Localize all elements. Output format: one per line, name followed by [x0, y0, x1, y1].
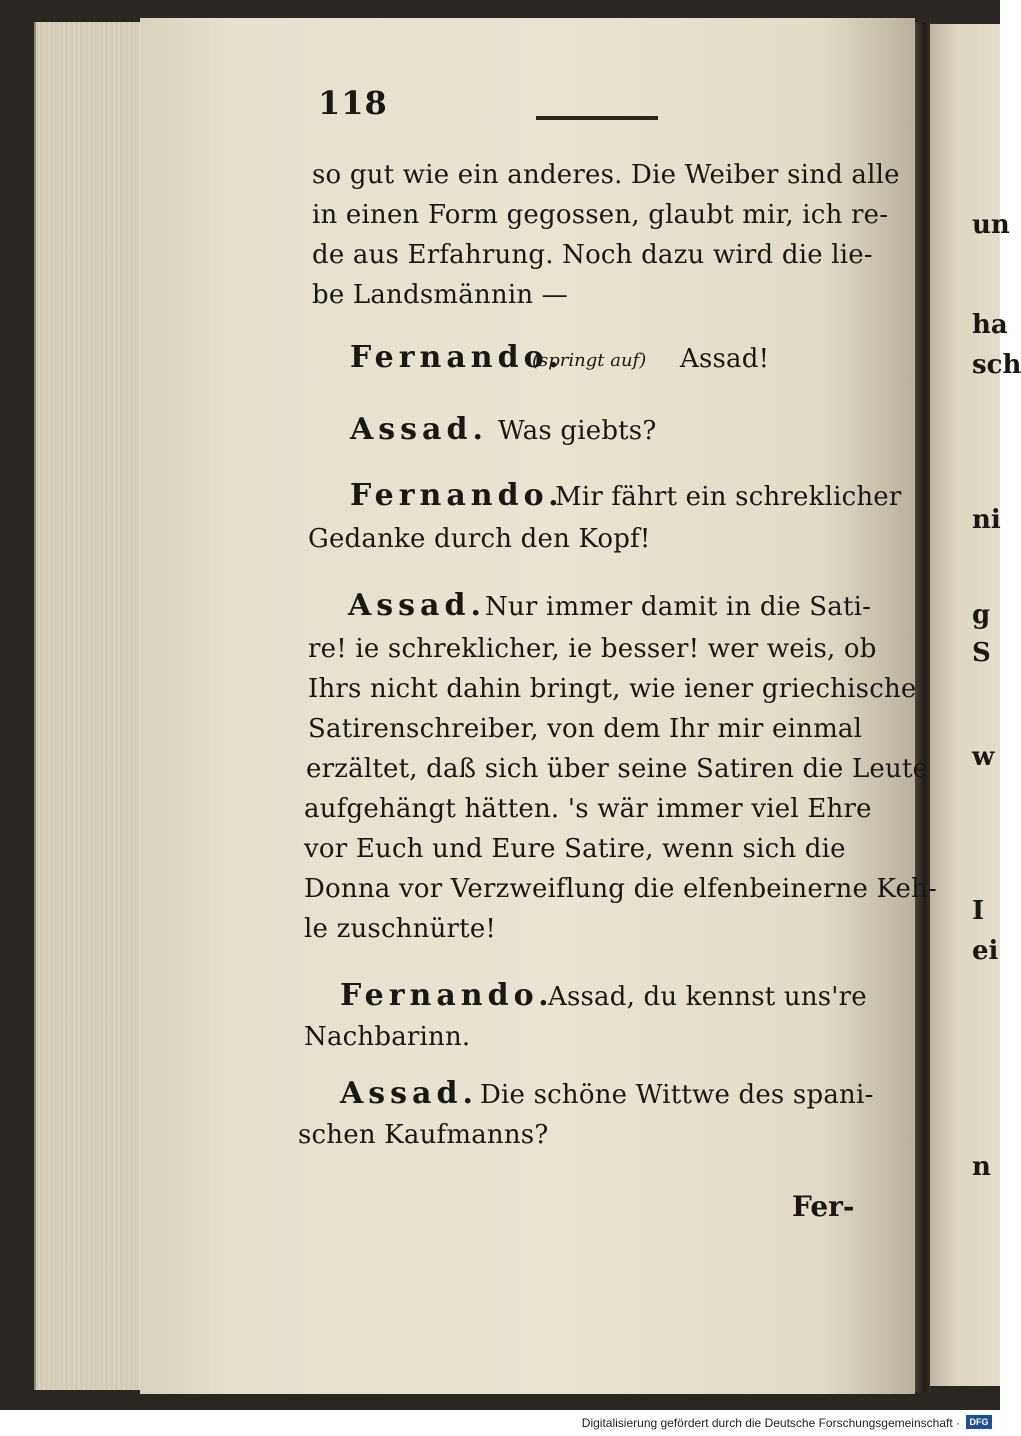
facing-page-fragment: ha: [972, 310, 1008, 340]
speech-line: vor Euch und Eure Satire, wenn sich die: [304, 834, 846, 864]
facing-page-fragment: g: [972, 600, 991, 630]
speech-line: Mir fährt ein schreklicher: [555, 482, 902, 512]
speech-line: aufgehängt hätten. 's wär immer viel Ehre: [304, 794, 872, 824]
facing-page-fragment: un: [972, 210, 1010, 240]
page-edges: [34, 22, 152, 1390]
book-gutter: [915, 22, 931, 1392]
speech-line: Die schöne Wittwe des spani-: [480, 1080, 874, 1110]
speech-line: Assad!: [680, 344, 770, 374]
dfg-logo: DFG: [966, 1415, 992, 1429]
speech-line: re! ie schreklicher, ie besser! wer weis, ob: [308, 634, 877, 664]
speech-line: Satirenschreiber, von dem Ihr mir einmal: [308, 714, 863, 744]
speech-line: Ihrs nicht dahin bringt, wie iener griechische: [308, 674, 917, 704]
facing-page-fragment: ei: [972, 936, 999, 966]
text-line: be Landsmännin —: [312, 280, 568, 310]
text-line: de aus Erfahrung. Noch dazu wird die lie-: [312, 240, 873, 270]
stage-direction: (springt auf): [532, 350, 647, 371]
header-rule: [536, 116, 658, 120]
speaker-name: Fernando.: [340, 978, 554, 1013]
facing-page-fragment: sch: [972, 350, 1021, 380]
page-number: 118: [318, 84, 388, 122]
facing-page-fragment: I: [972, 896, 985, 926]
speaker-name: Assad.: [348, 588, 486, 623]
speaker-name: Fernando.: [350, 478, 564, 513]
speech-line: le zuschnürte!: [304, 914, 497, 944]
speech-line: Nachbarinn.: [304, 1022, 471, 1052]
speech-line: schen Kaufmanns?: [298, 1120, 549, 1150]
speaker-name: Fernando.: [350, 340, 564, 375]
text-line: so gut wie ein anderes. Die Weiber sind alle: [312, 160, 900, 190]
speech-line: Was giebts?: [498, 416, 657, 446]
facing-page-fragment: S: [972, 638, 991, 668]
speaker-name: Assad.: [340, 1076, 478, 1111]
speech-line: erzältet, daß sich über seine Satiren die Leute: [306, 754, 929, 784]
text-line: in einen Form gegossen, glaubt mir, ich re-: [312, 200, 889, 230]
facing-page-fragment: w: [972, 742, 995, 772]
catchword: Fer-: [792, 1190, 855, 1223]
speech-line: Nur immer damit in die Sati-: [485, 592, 872, 622]
speech-line: Donna vor Verzweiflung die elfenbeinerne Keh-: [304, 874, 937, 904]
footer-bar: [0, 1410, 1000, 1436]
speaker-name: Assad.: [350, 412, 488, 447]
speech-line: Assad, du kennst uns're: [548, 982, 867, 1012]
facing-page-fragment: n: [972, 1152, 991, 1182]
speech-line: Gedanke durch den Kopf!: [308, 524, 651, 554]
facing-page-fragment: ni: [972, 505, 1001, 535]
funding-notice: Digitalisierung gefördert durch die Deutsche Forschungsgemeinschaft ·: [581, 1416, 960, 1430]
